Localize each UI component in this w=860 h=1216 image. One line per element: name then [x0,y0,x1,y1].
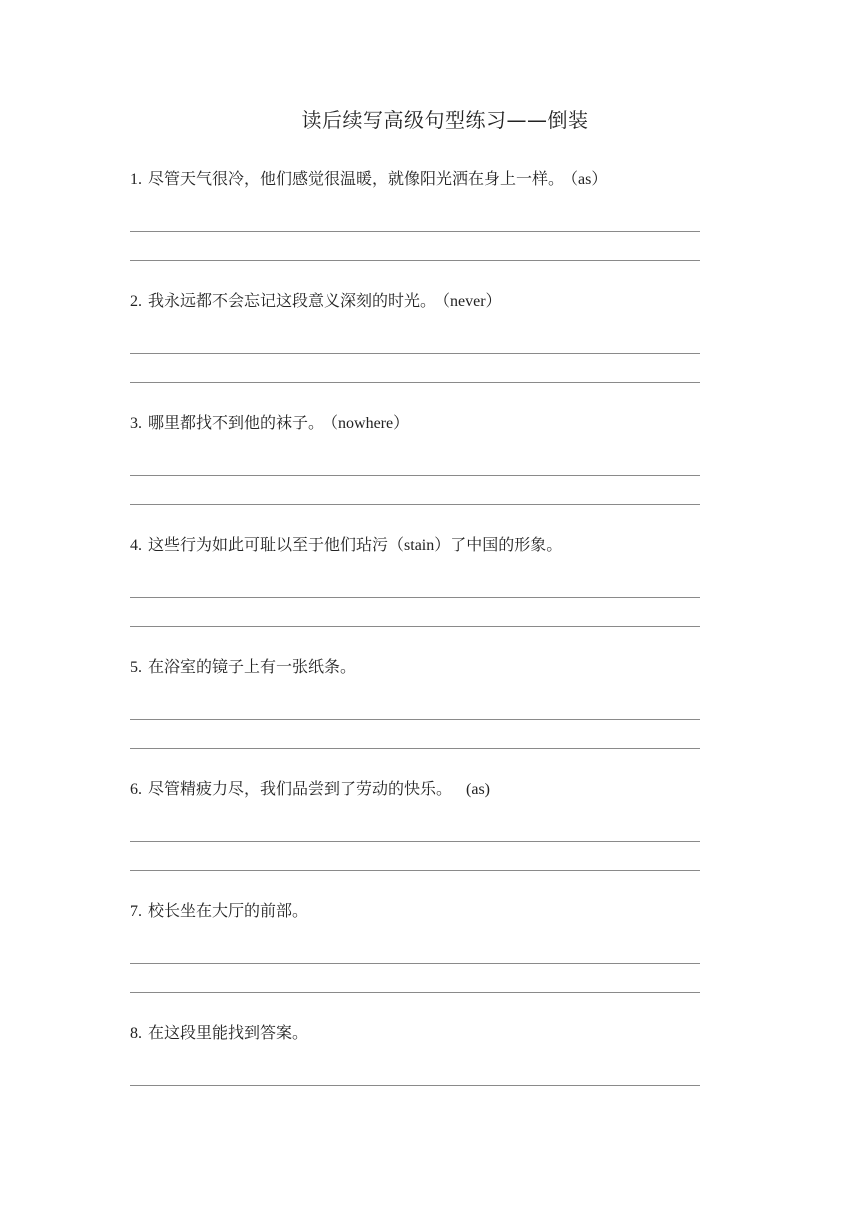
answer-line[interactable] [130,870,700,871]
answer-line[interactable] [130,719,700,720]
question-prompt [130,900,700,922]
answer-line[interactable] [130,992,700,993]
question-prompt [130,412,700,434]
answer-line[interactable] [130,382,700,383]
question-text: 哪里都找不到他的袜子。 [148,413,325,432]
answer-line[interactable] [130,748,700,749]
answer-line[interactable] [130,231,700,232]
question-8 [130,1022,700,1044]
question-text: 这些行为如此可耻以至于他们玷污 [148,535,389,554]
question-text: 我永远都不会忘记这段意义深刻的时光。 [148,291,437,310]
question-6 [130,778,700,800]
question-prompt [130,168,700,190]
question-text-continued: 了中国的形象。 [450,535,563,554]
question-1 [130,168,700,190]
question-number: 7. [130,903,142,920]
question-prompt [130,1022,700,1044]
answer-line[interactable] [130,963,700,964]
question-7 [130,900,700,922]
question-4 [130,534,700,556]
question-prompt [130,778,700,800]
question-number: 1. [130,171,142,188]
question-hint: (as) [466,781,490,798]
answer-line[interactable] [130,475,700,476]
worksheet-title: 读后续写高级句型练习——倒装 [301,108,589,132]
answer-line[interactable] [130,626,700,627]
question-text: 校长坐在大厅的前部。 [148,901,309,920]
answer-line[interactable] [130,504,700,505]
question-hint: （nowhere） [330,415,410,432]
answer-line[interactable] [130,597,700,598]
question-5 [130,656,700,678]
question-text: 尽管天气很冷，他们感觉很温暖，就像阳光洒在身上一样。 [148,169,565,188]
answer-line[interactable] [130,1085,700,1086]
question-number: 4. [130,537,142,554]
answer-line[interactable] [130,841,700,842]
question-text: 尽管精疲力尽，我们品尝到了劳动的快乐。 [148,779,453,798]
question-number: 6. [130,781,142,798]
question-number: 8. [130,1025,142,1042]
question-number: 5. [130,659,142,676]
question-3 [130,412,700,434]
question-hint: （never） [442,293,502,310]
answer-line[interactable] [130,353,700,354]
question-prompt [130,656,700,678]
question-2 [130,290,700,312]
question-prompt [130,290,700,312]
question-hint: （as） [570,171,608,188]
question-text: 在这段里能找到答案。 [148,1023,309,1042]
question-number: 2. [130,293,142,310]
answer-line[interactable] [130,260,700,261]
question-prompt [130,534,700,556]
question-number: 3. [130,415,142,432]
question-text: 在浴室的镜子上有一张纸条。 [148,657,357,676]
question-hint: （stain） [388,537,451,554]
